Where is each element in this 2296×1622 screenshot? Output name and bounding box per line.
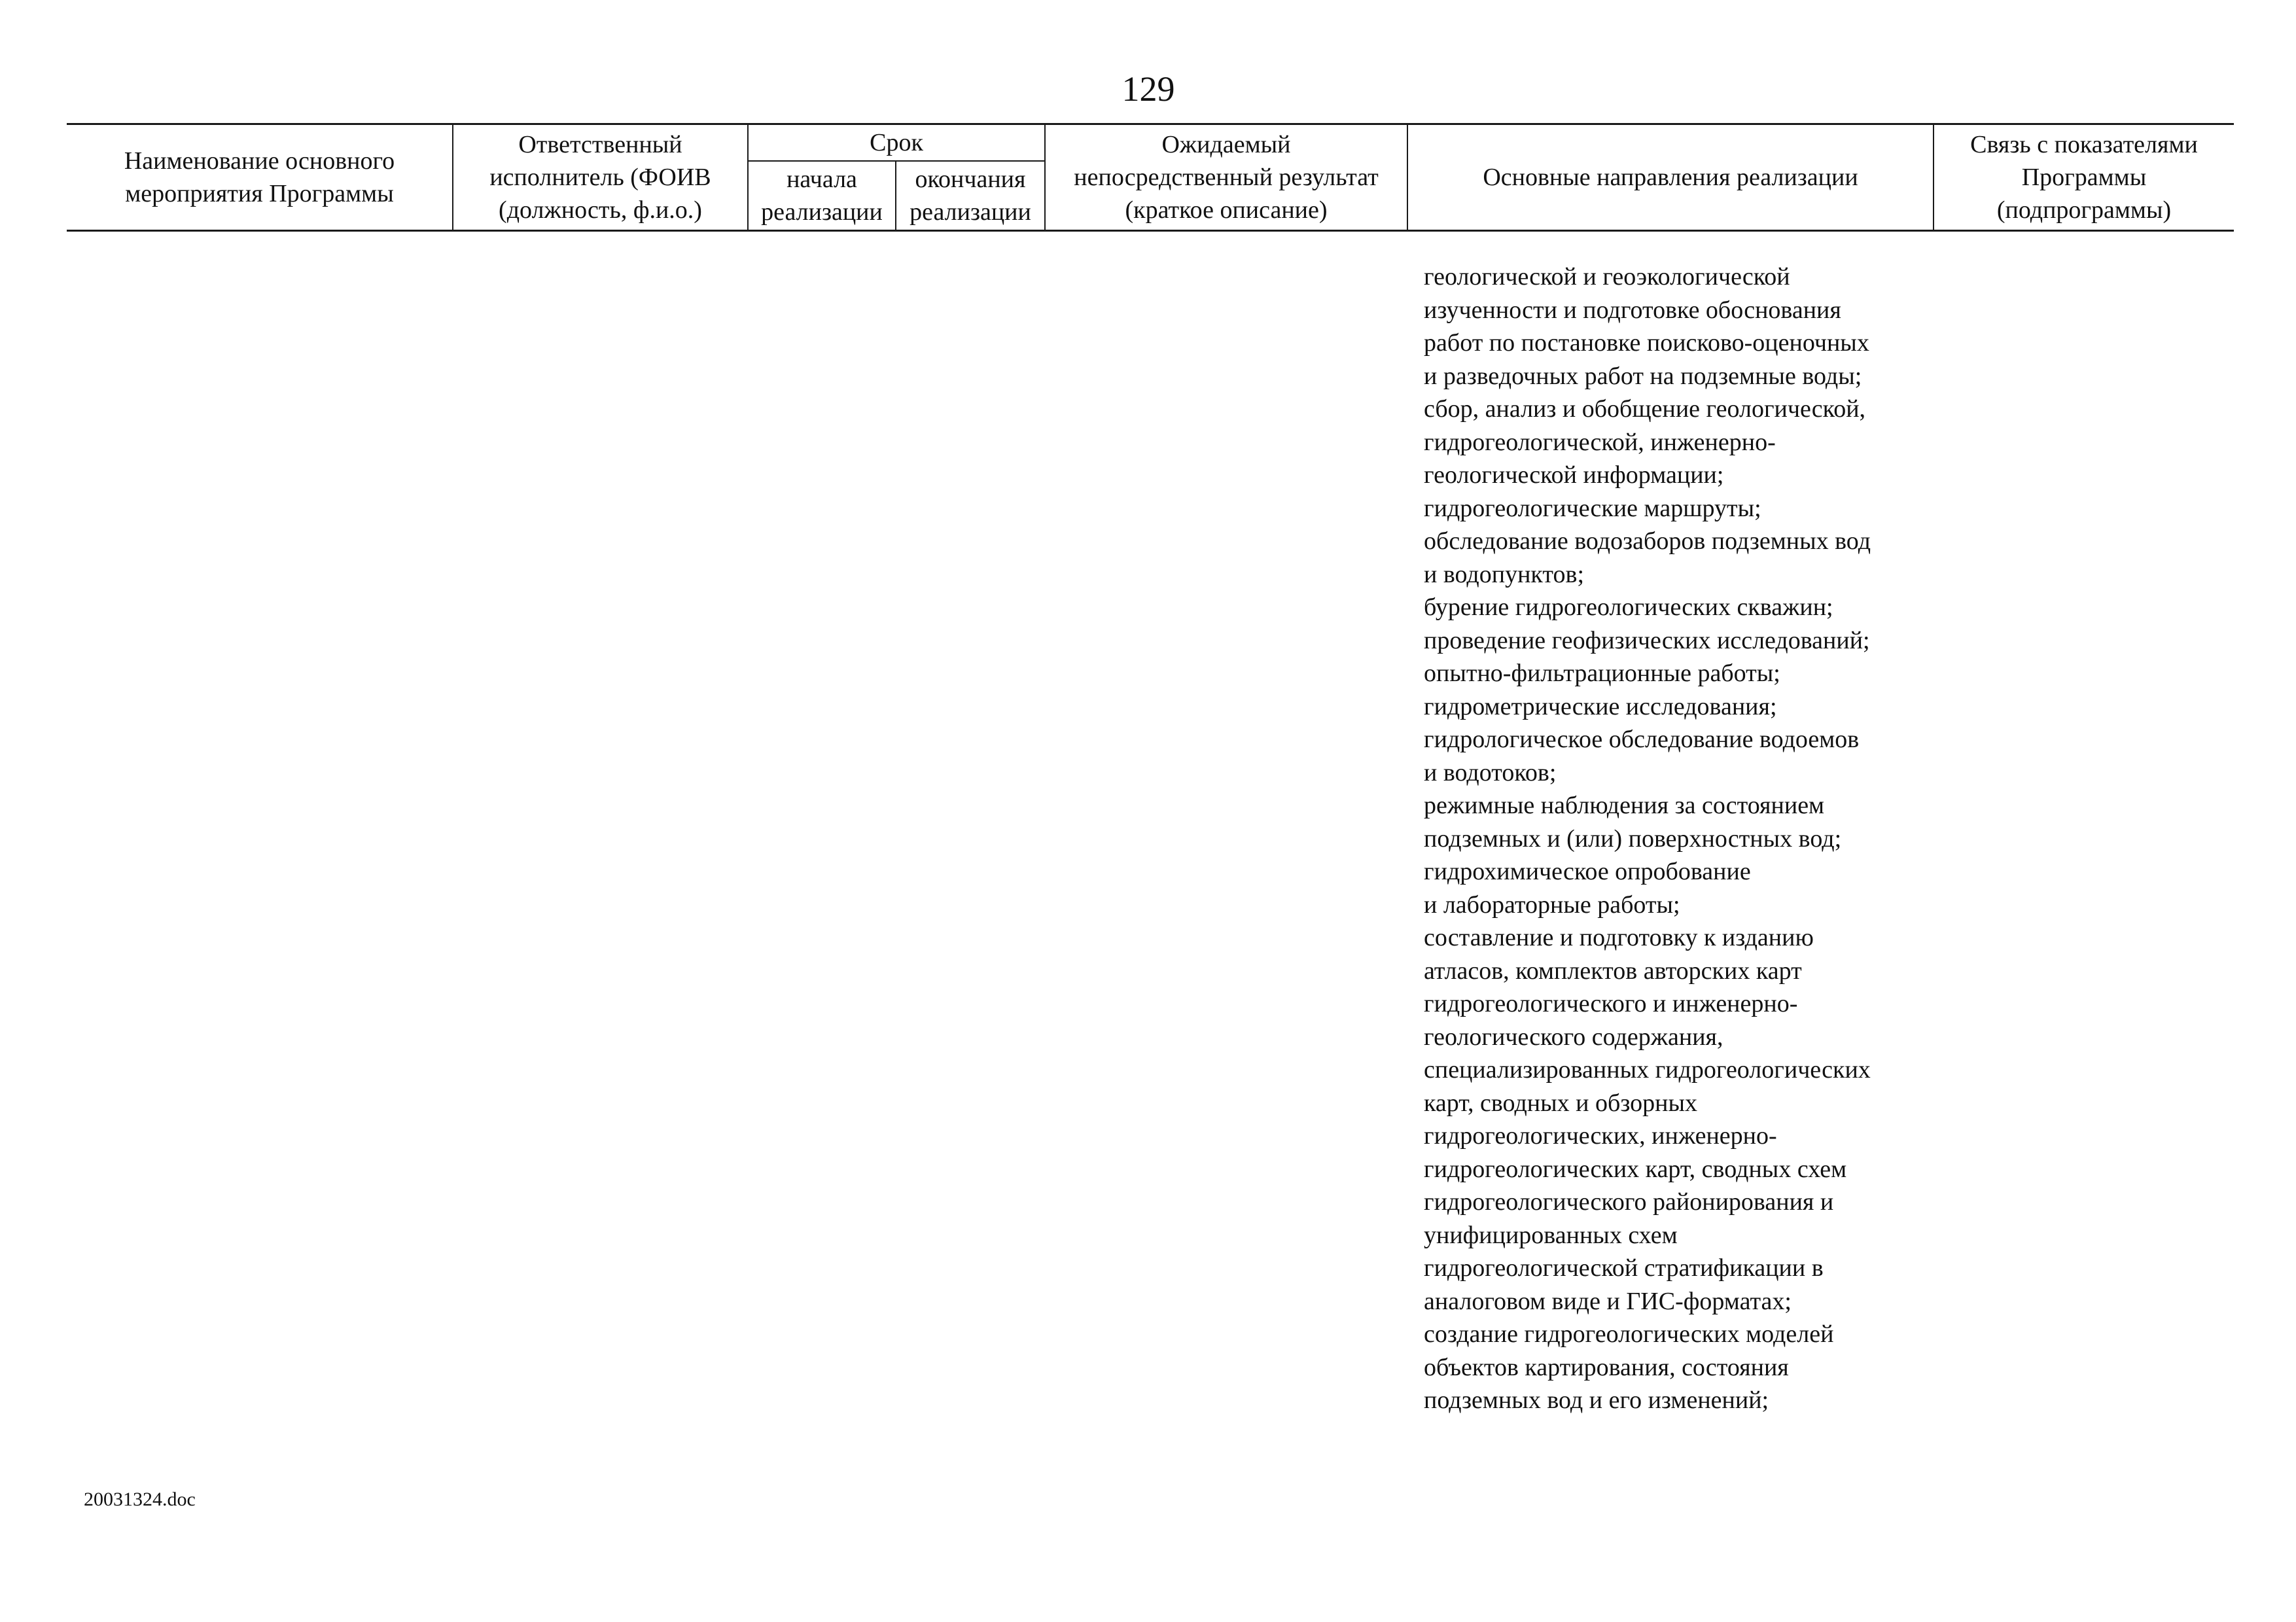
directions-line: опытно-фильтрационные работы; <box>1424 660 1780 687</box>
directions-line: гидрогеологической стратификации в <box>1424 1254 1824 1282</box>
directions-line: и водопунктов; <box>1424 560 1584 588</box>
directions-line: карт, сводных и обзорных <box>1424 1089 1697 1117</box>
directions-line: гидрометрические исследования; <box>1424 692 1777 720</box>
header-cell-term-start: начала реализации <box>761 166 883 226</box>
header-cell-executor: Ответственный исполнитель (ФОИВ (должность, ф.и.о.) <box>489 131 711 224</box>
directions-line: подземных и (или) поверхностных вод; <box>1424 824 1842 853</box>
directions-line: изученности и подготовке обоснования <box>1424 296 1841 324</box>
page-number: 129 <box>1122 69 1175 109</box>
directions-line: гидрогеологические маршруты; <box>1424 494 1761 522</box>
directions-line: геологической информации; <box>1424 461 1724 489</box>
directions-line: гидрогеологического и инженерно- <box>1424 990 1798 1017</box>
directions-line: гидрогеологического районирования и <box>1424 1188 1834 1216</box>
directions-line: гидрологическое обследование водоемов <box>1424 726 1860 753</box>
directions-line: специализированных гидрогеологических <box>1424 1056 1871 1084</box>
directions-line: режимные наблюдения за состоянием <box>1424 792 1825 819</box>
directions-line: гидрогеологических, инженерно- <box>1424 1122 1777 1150</box>
directions-line: составление и подготовку к изданию <box>1424 924 1814 951</box>
header-cell-term: Срок <box>870 129 923 156</box>
directions-line: создание гидрогеологических моделей <box>1424 1320 1834 1348</box>
directions-line: и разведочных работ на подземные воды; <box>1424 362 1862 390</box>
footer-filename: 20031324.doc <box>84 1489 196 1510</box>
directions-line: гидрогеологических карт, сводных схем <box>1424 1155 1847 1183</box>
implementation-directions-text <box>1424 260 1934 1417</box>
directions-line: сбор, анализ и обобщение геологической, <box>1424 395 1866 423</box>
header-cell-indicators: Связь с показателями Программы (подпрограммы) <box>1970 131 2198 224</box>
directions-line: бурение гидрогеологических скважин; <box>1424 593 1833 621</box>
directions-line: геологической и геоэкологической <box>1424 263 1790 291</box>
header-cell-name: Наименование основного мероприятия Программы <box>124 147 395 207</box>
directions-line: унифицированных схем <box>1424 1221 1678 1249</box>
directions-line: объектов картирования, состояния <box>1424 1353 1789 1381</box>
header-cell-term-end: окончания реализации <box>910 166 1031 226</box>
table-header <box>67 123 2234 232</box>
directions-line: подземных вод и его изменений; <box>1424 1386 1769 1414</box>
directions-line: гидрогеологической, инженерно- <box>1424 428 1776 456</box>
header-cell-directions: Основные направления реализации <box>1483 164 1858 191</box>
directions-line: обследование водозаборов подземных вод <box>1424 527 1871 555</box>
directions-line: гидрохимическое опробование <box>1424 858 1751 885</box>
directions-line: и лабораторные работы; <box>1424 890 1680 919</box>
header-cell-result: Ожидаемый непосредственный результат (краткое описание) <box>1074 131 1379 224</box>
directions-line: и водотоков; <box>1424 758 1557 786</box>
directions-line: геологического содержания, <box>1424 1023 1723 1051</box>
directions-line: проведение геофизических исследований; <box>1424 626 1870 654</box>
directions-line: атласов, комплектов авторских карт <box>1424 957 1802 985</box>
directions-line: работ по постановке поисково-оценочных <box>1424 329 1869 357</box>
directions-line: аналоговом виде и ГИС-форматах; <box>1424 1287 1792 1315</box>
